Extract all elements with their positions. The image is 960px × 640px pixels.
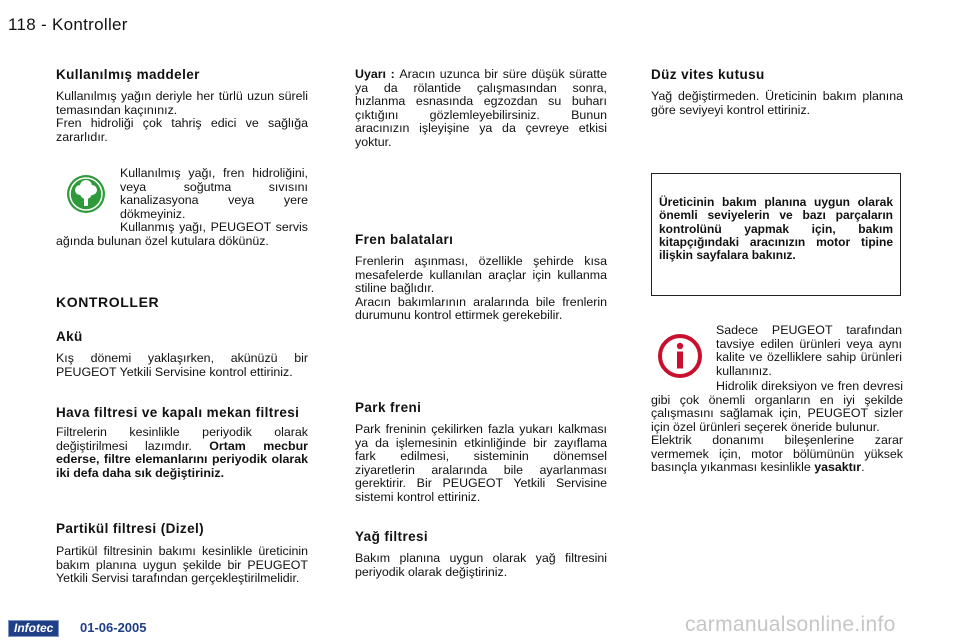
info-note: [716, 324, 902, 378]
maintenance-box-text: Üreticinin bakım planına uygun olarak önemli seviyelerin ve bazı parçaların kontrolünü yapmak için, bakım kitapçığındaki aracınızın motor tipine ilişkin sayfalara bakınız.: [659, 195, 893, 263]
eco-p1: Kullanılmış yağı, fren hidroliğini, veya soğutma sıvısını kanalizasyona veya yere dökmeyiniz.: [120, 166, 308, 221]
section-particle-filter: [56, 521, 308, 586]
heading-air-filter: Hava filtresi ve kapalı mekan filtresi: [56, 405, 300, 420]
air-filter-p: [56, 426, 308, 480]
gearbox-p: Yağ değiştirmeden. Üreticinin bakım planına göre seviyeyi kontrol ettiriniz.: [651, 89, 903, 117]
section-oil-filter: [355, 529, 607, 579]
oil-filter-p: Bakım planına uygun olarak yağ filtresini periyodik olarak değiştiriniz.: [355, 551, 607, 579]
section-battery: [56, 329, 308, 379]
warning-text: Aracın uzunca bir süre düşük süratte ya da rölantide çalışmasından sonra, hızlanma esnasında egzozdan su buharı çıktığını gözlemleyebilirsiniz. Bunun aracınızın işleyişine ya da çevreye etkisi yoktur.: [355, 67, 608, 149]
eco-note: [120, 167, 308, 221]
air-filter-p-normal: Filtrelerin kesinlikle periyodik olarak değiştirilmesi lazımdır.: [56, 425, 308, 453]
tree-icon: [66, 174, 106, 214]
used-items-p2: Fren hidroliği çok tahriş edici ve sağlığa zararlıdır.: [56, 116, 308, 144]
battery-p: Kış dönemi yaklaşırken, akünüzü bir PEUGEOT Yetkili Servisine kontrol ettiriniz.: [56, 351, 308, 379]
maintenance-box: [651, 173, 901, 296]
infotec-badge: Infotec: [8, 620, 59, 637]
info-p2: Hidrolik direksiyon ve fren devresi gibi çok önemli organların en iyi şekilde çalışmasını sağlamak için, PEUGEOT sizler için özel ürünleri seçerek öneride bulunur.: [651, 379, 903, 434]
heading-park-brake: Park freni: [355, 400, 422, 415]
section-gearbox: [651, 67, 903, 117]
eco-p2: Kullanmış yağı, PEUGEOT servis ağında bulunan özel kutulara dökünüz.: [56, 220, 308, 248]
section-used-items: [56, 67, 308, 144]
info-p3-end: .: [861, 460, 865, 474]
heading-particle-filter: Partikül filtresi (Dizel): [56, 521, 205, 536]
section-air-filter: [56, 405, 308, 480]
section-park-brake: [355, 400, 607, 504]
brake-pads-p2: Aracın bakımlarının aralarında bile frenlerin durumunu kontrol ettirmek gerekebilir.: [355, 294, 607, 322]
info-p1: Sadece PEUGEOT tarafından tavsiye edilen ürünleri veya aynı kalite ve özelliklere sahip ürünleri kullanınız.: [716, 323, 902, 378]
eco-note-2: [56, 221, 308, 248]
air-filter-p-bold: Ortam mecbur ederse, filtre elemanlarını periyodik olarak iki defa daha sık değiştiriniz.: [56, 438, 308, 480]
warning-label: Uyarı :: [355, 67, 400, 81]
section-warning: [355, 68, 607, 149]
heading-brake-pads: Fren balataları: [355, 232, 454, 247]
page-title: 118 - Kontroller: [8, 15, 128, 34]
info-p3: [651, 434, 903, 475]
info-p3-bold: yasaktır: [814, 460, 862, 474]
heading-controls: KONTROLLER: [56, 294, 160, 310]
heading-battery: Akü: [56, 329, 83, 344]
section-brake-pads: [355, 232, 607, 323]
info-icon: [658, 334, 702, 378]
used-items-p1: Kullanılmış yağın deriyle her türlü uzun süreli temasından kaçınınız.: [56, 89, 308, 117]
park-brake-p: Park freninin çekilirken fazla yukarı kalkması ya da işlemesinin etkinliğinde bir zayıflama fark edilmesi, sisteminin dönemsel ziyaretlerin aralarında bile ayarlanması gerektirir. Bir PEUGEOT Yetkili Servisine sistemi kontrol ettiriniz.: [355, 422, 607, 504]
footer-date: 01-06-2005: [80, 620, 147, 635]
watermark: carmanualsonline.info: [685, 613, 896, 636]
particle-filter-p: Partikül filtresinin bakımı kesinlikle üreticinin bakım planına uygun şekilde bir PEUGEOT Yetkili Servisi tarafından gerçekleştirilmelidir.: [56, 544, 308, 585]
section-controls: [56, 294, 308, 310]
heading-gearbox: Düz vites kutusu: [651, 67, 765, 82]
heading-used-items: Kullanılmış maddeler: [56, 67, 200, 82]
brake-pads-p1: Frenlerin aşınması, özellikle şehirde kısa mesafelerde kullanılan araçlar için kullanma stiline bağlıdır.: [355, 254, 607, 295]
info-note-2: [651, 380, 903, 475]
warning-p: [355, 68, 607, 149]
info-p3-normal: Elektrik donanımı bileşenlerine zarar vermemek için, motor bölümünün yüksek basınçla yıkanması kesinlikle: [651, 433, 903, 474]
heading-oil-filter: Yağ filtresi: [355, 529, 429, 544]
